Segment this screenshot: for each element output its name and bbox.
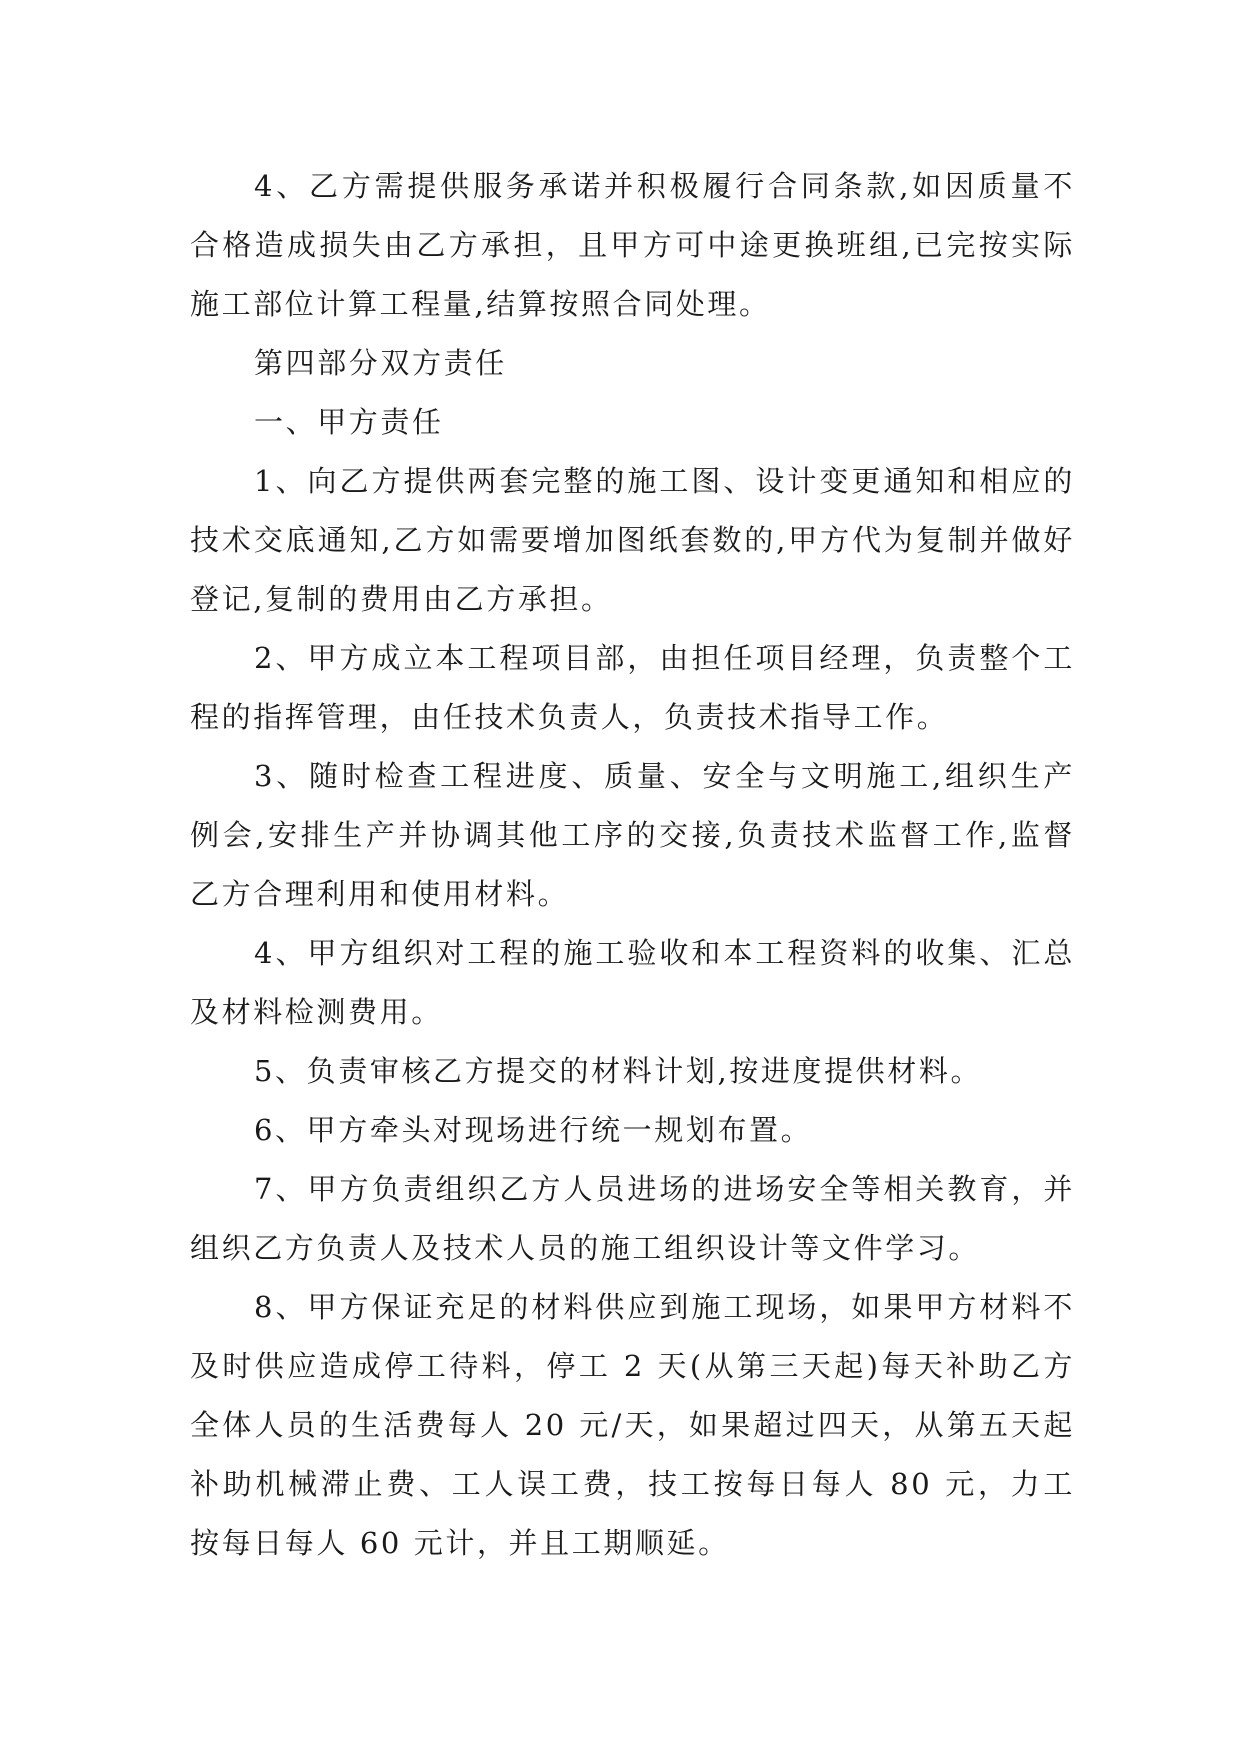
paragraph-item-2: 2、甲方成立本工程项目部，由担任项目经理，负责整个工程的指挥管理，由任技术负责人，负责技术指导工作。 <box>190 641 1075 734</box>
paragraph-item-3: 3、随时检查工程进度、质量、安全与文明施工,组织生产例会,安排生产并协调其他工序的交接,负责技术监督工作,监督乙方合理利用和使用材料。 <box>190 759 1075 911</box>
paragraph-item-7: 7、甲方负责组织乙方人员进场的进场安全等相关教育，并组织乙方负责人及技术人员的施工组织设计等文件学习。 <box>190 1172 1075 1265</box>
paragraph-item-8: 8、甲方保证充足的材料供应到施工现场，如果甲方材料不及时供应造成停工待料，停工 2 天(从第三天起)每天补助乙方全体人员的生活费每人 20 元/天，如果超过四天，从第五天起补助机械滞止费、工人误工费，技工按每日每人 80 元，力工按每日每人 60 元计，并且工期顺延。 <box>190 1290 1075 1560</box>
subsection-heading-party-a: 一、甲方责任 <box>254 405 444 439</box>
paragraph-quality-commitment: 4、乙方需提供服务承诺并积极履行合同条款,如因质量不合格造成损失由乙方承担，且甲方可中途更换班组,已完按实际施工部位计算工程量,结算按照合同处理。 <box>190 169 1075 321</box>
section-heading-part-four: 第四部分双方责任 <box>254 346 507 380</box>
paragraph-item-6: 6、甲方牵头对现场进行统一规划布置。 <box>254 1113 813 1147</box>
paragraph-item-1: 1、向乙方提供两套完整的施工图、设计变更通知和相应的技术交底通知,乙方如需要增加图纸套数的,甲方代为复制并做好登记,复制的费用由乙方承担。 <box>190 464 1075 616</box>
paragraph-item-4: 4、甲方组织对工程的施工验收和本工程资料的收集、汇总及材料检测费用。 <box>190 936 1075 1029</box>
document-body <box>190 157 1075 1573</box>
paragraph-item-5: 5、负责审核乙方提交的材料计划,按进度提供材料。 <box>254 1054 983 1088</box>
